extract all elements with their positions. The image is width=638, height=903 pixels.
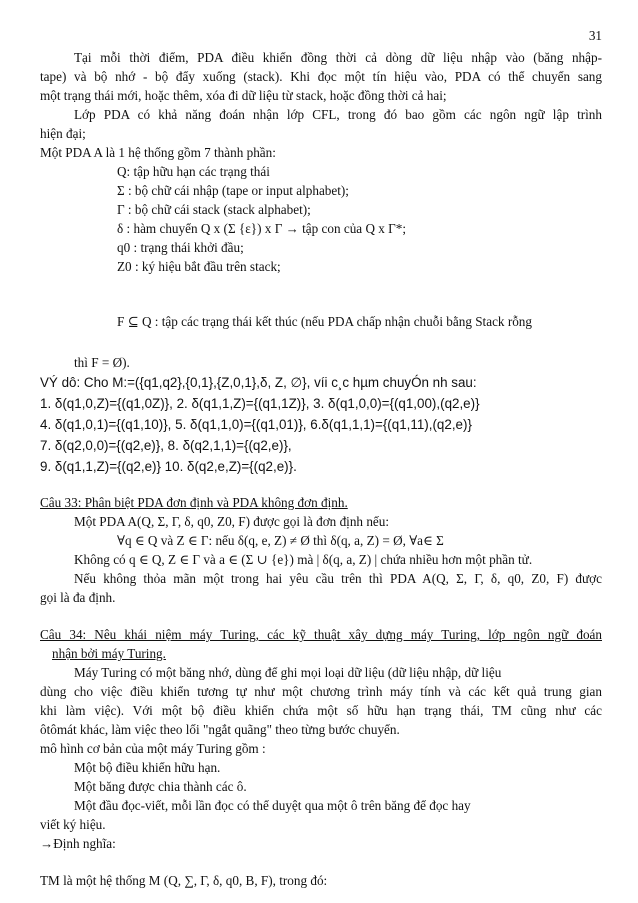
text-line-t8: Một đầu đọc-viết, mỗi lần đọc có thể duyệt qua một ô trên băng để đọc hay [74, 798, 471, 813]
text-line-c33: Câu 33: Phân biệt PDA đơn định và PDA không đơn định. [40, 495, 348, 510]
text-line-t6: Một bộ điều khiển hữu hạn. [74, 760, 221, 775]
text-line-d6: Z0 : ký hiệu bắt đầu trên stack; [117, 259, 281, 274]
text-line-d7: F ⊆ Q : tập các trạng thái kết thúc (nếu PDA chấp nhận chuỗi bằng Stack rỗng [117, 314, 532, 329]
text-line-ex2: 4. δ(q1,0,1)={(q1,10)}, 5. δ(q1,1,0)={(q1,01)}, 6.δ(q1,1,1)={(q1,11),(q2,e)} [40, 417, 472, 432]
text-line-p2l2: hiện đại; [40, 126, 86, 141]
text-line-ex4: 9. δ(q1,1,Z)={(q2,e)} 10. δ(q2,e,Z)={(q2,e)}. [40, 459, 297, 474]
text-line-t10: →Định nghĩa: [40, 836, 116, 851]
text-line-t3: khi làm việc). Với một bộ điều khiển chứa một số hữu hạn trạng thái, TM cũng như các [40, 703, 602, 718]
text-line-t5: mô hình cơ bản của một máy Turing gồm : [40, 741, 266, 756]
text-line-d3: Γ : bộ chữ cái stack (stack alphabet); [117, 202, 311, 217]
text-line-c33e: gọi là đa định. [40, 590, 116, 605]
text-line-t11: TM là một hệ thống M (Q, ∑, Γ, δ, q0, B, F), trong đó: [40, 873, 328, 888]
text-line-ex3: 7. δ(q2,0,0)={(q2,e)}, 8. δ(q2,1,1)={(q2,e)}, [40, 438, 292, 453]
text-line-t4: ôtômát khác, làm việc theo lối "ngắt quãng" theo từng bước chuyển. [40, 722, 400, 737]
text-line-p2l1: Lớp PDA có khả năng đoán nhận lớp CFL, trong đó bao gồm các ngôn ngữ lập trình [74, 107, 602, 122]
page-number: 31 [588, 28, 602, 43]
text-line-t2: dùng cho việc điều khiển tương tự như một chương trình máy tính và các kết quả trung gian [40, 684, 602, 699]
text-line-d2: Σ : bộ chữ cái nhập (tape or input alphabet); [117, 183, 349, 198]
text-line-p1l3: một trạng thái mới, hoặc thêm, xóa đi dữ liệu từ stack, hoặc đồng thời cả hai; [40, 88, 447, 103]
text-line-d1: Q: tập hữu hạn các trạng thái [117, 164, 270, 179]
text-line-ex0: VÝ dô: Cho M:=({q1,q2},{0,1},{Z,0,1},δ, Z, ∅}, víi c¸c hµm chuyÓn nh sau: [40, 375, 477, 390]
text-line-c33a: Một PDA A(Q, Σ, Γ, δ, q0, Z0, F) được gọi là đơn định nếu: [74, 514, 390, 529]
text-line-d8: thì F = Ø). [74, 355, 130, 370]
text-line-p1l2: tape) và bộ nhớ - bộ đẩy xuống (stack). Khi đọc một tín hiệu vào, PDA có thể chuyển sang [40, 69, 602, 84]
text-line-c34a: Câu 34: Nêu khái niệm máy Turing, các kỹ thuật xây dựng máy Turing, lớp ngôn ngữ đoán [40, 627, 602, 642]
text-line-t7: Một băng được chia thành các ô. [74, 779, 247, 794]
text-line-c33c: Không có q ∈ Q, Z ∈ Γ và a ∈ (Σ ∪ {e}) mà | δ(q, a, Z) | chứa nhiều hơn một phần tử. [74, 552, 533, 567]
text-line-t1: Máy Turing có một băng nhớ, dùng để ghi mọi loại dữ liệu (dữ liệu nhập, dữ liệu [74, 665, 502, 680]
text-line-ex1: 1. δ(q1,0,Z)={(q1,0Z)}, 2. δ(q1,1,Z)={(q1,1Z)}, 3. δ(q1,0,0)={(q1,00),(q2,e)} [40, 396, 480, 411]
text-line-c34b: nhận bởi máy Turing. [52, 646, 166, 661]
text-line-p1l1: Tại mỗi thời điểm, PDA điều khiển đồng thời cả dòng dữ liệu nhập vào (băng nhập- [74, 50, 602, 65]
text-line-c33d: Nếu không thỏa mãn một trong hai yêu cầu trên thì PDA A(Q, Σ, Γ, δ, q0, Z0, F) được [74, 571, 602, 586]
text-line-d5: q0 : trạng thái khởi đầu; [117, 240, 244, 255]
text-line-c33b: ∀q ∈ Q và Z ∈ Γ: nếu δ(q, e, Z) ≠ Ø thì δ(q, a, Z) = Ø, ∀a∈ Σ [117, 533, 444, 548]
text-line-d4: δ : hàm chuyển Q x (Σ {ε}) x Γ → tập con của Q x Γ*; [117, 221, 407, 236]
text-line-p3: Một PDA A là 1 hệ thống gồm 7 thành phần: [40, 145, 276, 160]
text-line-t9: viết ký hiệu. [40, 817, 106, 832]
